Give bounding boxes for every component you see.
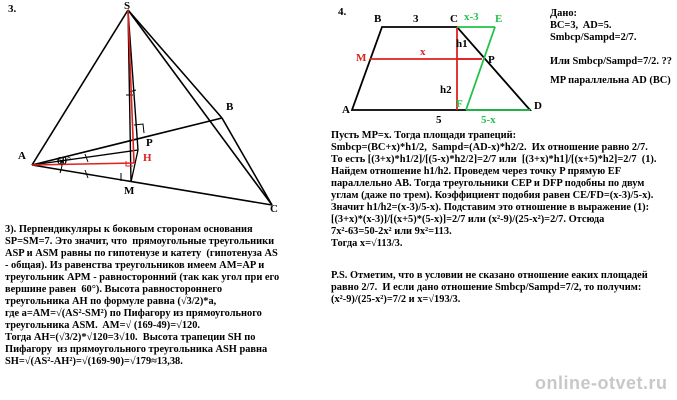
pyramid-figure [0, 0, 300, 225]
label-bc: 3 [413, 13, 419, 25]
text-line: треугольника ASM. AM=√ (169-49)=√120. [5, 320, 201, 331]
text-line: параллельно AB. Тогда треугольники CEP и DFP подобны по двум [331, 178, 645, 189]
text-line: [(3+x)*(x-3)]/[(x+5)*(5-x)]=2/7 или (x²-9)/(25-x²)=2/7. Отсюда [331, 214, 605, 225]
text-line: треугольника AH по формуле равна (√3/2)*a, [5, 296, 217, 307]
point-f-label: F [456, 98, 463, 110]
text-line: SH=√(AS²-AH²)=√(169-90)=√179≈13,38. [5, 356, 183, 367]
given-line: Дано: [550, 8, 577, 19]
text-line: Пифагору из прямоугольного треугольника ASH равна [5, 344, 268, 355]
label-h2: h2 [440, 84, 452, 96]
text-line: Тогда AH=(√3/2)*√120=3√10. Высота трапеции SH по [5, 332, 256, 343]
watermark: online-otvet.ru [535, 373, 668, 393]
label-ad: 5 [436, 114, 442, 126]
text-line: (x²-9)/(25-x²)=7/2 и x=√193/3. [331, 294, 461, 305]
text-line: Smbcp=(BC+x)*h1/2, Sampd=(AD-x)*h2/2. Их отношение равно 2/7. [331, 142, 648, 153]
edge-sb [128, 10, 222, 118]
edge-sc [128, 10, 272, 205]
point-p-label: P [146, 137, 153, 149]
label-ce: x-3 [464, 11, 479, 23]
text-line: вершине равен 60°). Высота равностороннего [5, 284, 223, 295]
text-line: Найдем отношение h1/h2. Проведем через точку P прямую EF [331, 166, 622, 177]
text-line: Пусть MP=x. Тогда площади трапеций: [331, 130, 517, 141]
right-angle-p [134, 124, 144, 133]
angle-label: 60° [57, 156, 71, 167]
trapezoid-figure [330, 0, 550, 130]
edge-ac [32, 165, 272, 205]
given-block [550, 8, 636, 44]
point-b-label: B [226, 101, 234, 113]
text-line: Тогда x=√113/3. [331, 238, 403, 249]
point-b4-label: B [374, 13, 382, 25]
text-line: - общая). Из равенства треугольников имеем AM=AP и [5, 260, 265, 271]
problem4-number: 4. [338, 6, 347, 18]
edge-sa [32, 10, 128, 165]
point-c4-label: C [450, 13, 458, 25]
point-a4-label: A [342, 104, 350, 116]
label-mp: x [420, 46, 426, 58]
point-p4-label: P [488, 54, 495, 66]
text-line: равно 2/7. И если дано отношение Smbcp/Sampd=7/2, то получим: [331, 282, 642, 293]
problem4-solution [331, 130, 656, 250]
point-h-label: H [143, 152, 152, 164]
text-line: Значит h1/h2=(x-3)/5-x). Подставим это отношение в выражение (1): [331, 202, 650, 213]
text-line: ASP и ASM равны по гипотенузе и катету (гипотенуза AS [5, 248, 278, 259]
point-s-label: S [124, 0, 131, 12]
text-line: углам (даже по трем). Коэффициент подобия равен CE/FD=(x-3)/5-x). [331, 190, 654, 201]
given-line: Smbcp/Sampd=2/7. [550, 32, 637, 43]
edge-bc [222, 118, 272, 205]
label-h1: h1 [456, 38, 468, 50]
ps-note [331, 270, 648, 306]
text-line: 7x²-63=50-2x² или 9x²=113. [331, 226, 452, 237]
segment-ef [466, 27, 495, 110]
text-line: То есть [(3+x)*h1/2]/[(5-x)*h2/2]=2/7 или [(3+x)*h1]/[(x+5)*h2]=2/7 (1). [331, 154, 657, 165]
text-line: треугольник APM - равносторонний (так как угол при его [5, 272, 280, 283]
point-c-label: C [270, 203, 278, 215]
text-line: SP=SM=7. Это значит, что прямоугольные треугольники [5, 236, 275, 247]
problem3-number: 3. [8, 3, 17, 15]
text-line: 3). Перпендикуляры к боковым сторонам основания [5, 224, 253, 235]
parallel-note: MP параллельна AD (BC) [550, 75, 671, 86]
given-line: BC=3, AD=5. [550, 20, 612, 31]
point-m-label: M [124, 185, 135, 197]
point-e-label: E [495, 13, 503, 25]
text-line: где а=AM=√(AS²-SM²) по Пифагору из прямоугольного [5, 308, 262, 319]
text-line: P.S. Отметим, что в условии не сказано отношение еаких площадей [331, 270, 648, 281]
point-a-label: A [18, 150, 26, 162]
label-fd: 5-x [481, 114, 496, 126]
point-m4-label: M [356, 52, 367, 64]
point-d-label: D [534, 100, 542, 112]
problem3-solution [5, 224, 279, 368]
alt-condition: Или Smbcp/Sampd=7/2. ?? [550, 56, 672, 67]
trapezoid-abcd [352, 27, 530, 110]
